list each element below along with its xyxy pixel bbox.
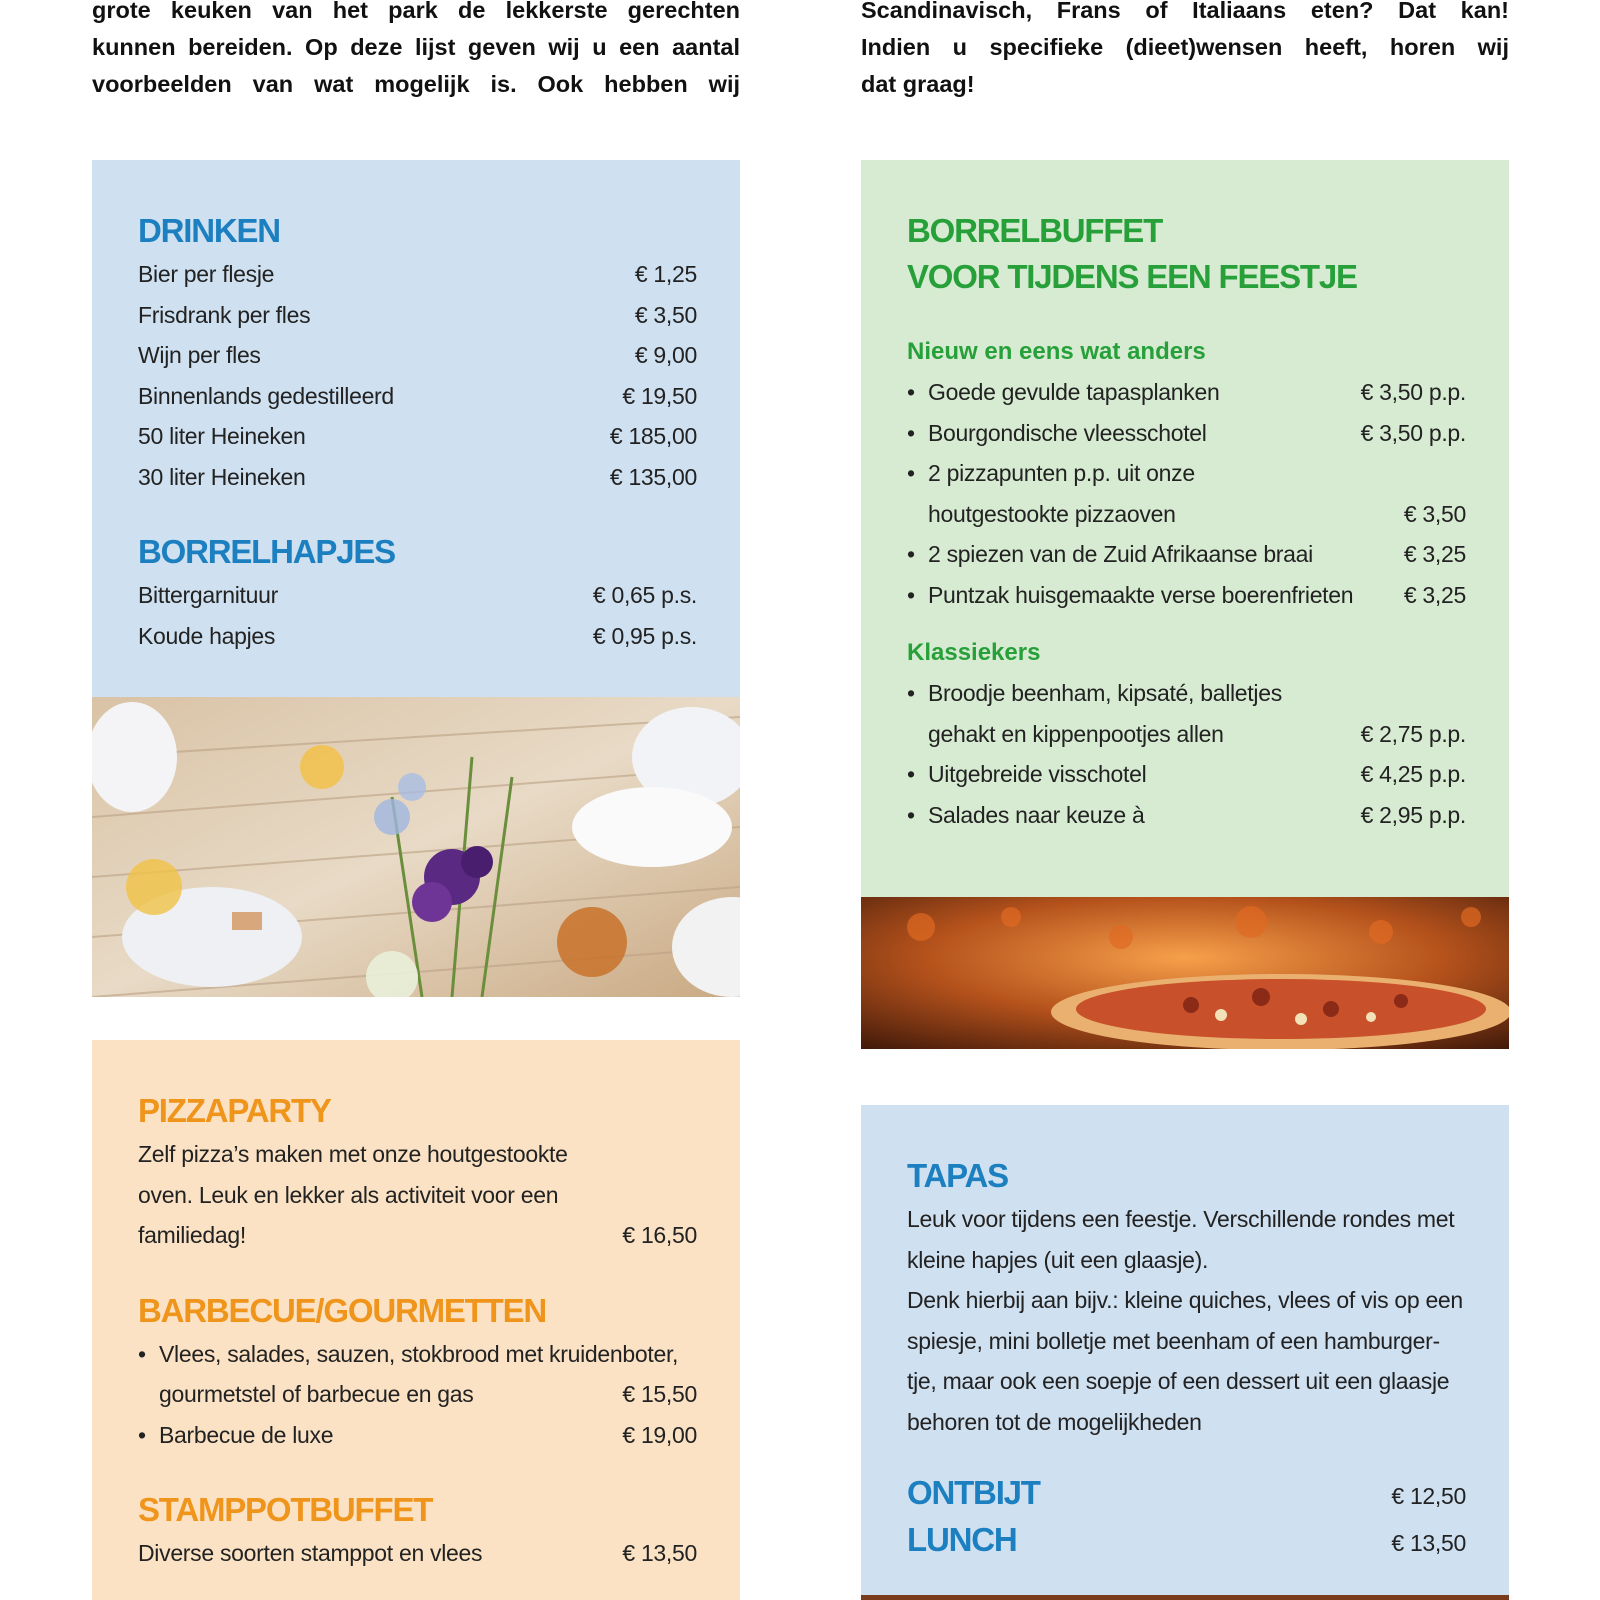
item-price: € 3,25: [1403, 581, 1466, 608]
klassiekers-item: • Uitgebreide visschotel € 4,25 p.p.: [907, 754, 1466, 795]
borrelbuffet-title: BORRELBUFFET: [907, 212, 1163, 249]
klassiekers-title: Klassiekers: [907, 639, 1041, 666]
item-price: € 2,75 p.p.: [1360, 720, 1466, 747]
item-price: € 15,50: [622, 1381, 697, 1407]
item-price: € 2,95 p.p.: [1360, 801, 1466, 828]
ontbijt-row: [907, 1470, 1491, 1517]
pizzaparty-text: Zelf pizza’s maken met onze houtgestookte: [138, 1141, 568, 1167]
lunch-title: LUNCH: [907, 1520, 1017, 1558]
drinken-item: [138, 295, 697, 336]
item-name: 2 spiezen van de Zuid Afrikaanse braai: [928, 541, 1313, 567]
item-name: Broodje beenham, kipsaté, balletjes: [928, 680, 1282, 706]
item-price: € 0,65 p.s.: [592, 582, 697, 608]
borrelhapjes-title: BORRELHAPJES: [138, 533, 395, 570]
intro-right-line: dat graag!: [861, 71, 975, 97]
item-name: Bier per flesje: [138, 261, 275, 287]
drinken-item: [138, 457, 697, 498]
tapas-text: spiesje, mini bolletje met beenham of een hamburger-: [907, 1327, 1440, 1354]
intro-left-line: voorbeelden van wat mogelijk is. Ook hebben wij: [92, 71, 740, 97]
nieuw-title: Nieuw en eens wat anders: [907, 338, 1206, 365]
table-drinks-photo: [92, 697, 740, 997]
item-price: € 3,50 p.p.: [1360, 379, 1466, 405]
intro-right-line: Scandinavisch, Frans of Italiaans eten? Dat kan!: [861, 0, 1509, 23]
drinken-panel: [92, 160, 740, 697]
borrelhapjes-item: [138, 575, 697, 616]
drinken-item: [138, 376, 697, 417]
ontbijt-title: ONTBIJT: [907, 1474, 1040, 1511]
item-name-cont: gourmetstel of barbecue en gas: [159, 1381, 474, 1407]
item-name: Diverse soorten stamppot en vlees: [138, 1540, 483, 1566]
item-name-cont: gehakt en kippenpootjes allen: [928, 720, 1224, 747]
drinken-item: [138, 254, 697, 295]
item-name: Vlees, salades, sauzen, stokbrood met kruidenboter,: [159, 1340, 679, 1367]
item-price: € 0,95 p.s.: [592, 622, 697, 649]
nieuw-item: • Goede gevulde tapasplanken € 3,50 p.p.: [907, 372, 1466, 413]
item-price: € 3,50: [634, 301, 697, 328]
item-price: € 1,25: [634, 261, 697, 287]
pizzaparty-text: oven. Leuk en lekker als activiteit voor een: [138, 1181, 559, 1208]
table-drinks-image: [92, 697, 740, 997]
tapas-panel: [861, 1105, 1509, 1600]
tapas-text: kleine hapjes (uit een glaasje).: [907, 1246, 1209, 1273]
borrelbuffet-panel: [861, 160, 1509, 897]
pizza-oven-photo: [861, 897, 1509, 1049]
bottom-photo-strip: [861, 1595, 1509, 1600]
item-name: Frisdrank per fles: [138, 301, 311, 328]
item-name: 2 pizzapunten p.p. uit onze: [928, 460, 1195, 486]
item-name: Bittergarnituur: [138, 582, 278, 608]
pizzaparty-price: € 16,50: [622, 1222, 697, 1248]
borrelbuffet-subtitle: VOOR TIJDENS EEN FEESTJE: [907, 258, 1357, 295]
item-name: Goede gevulde tapasplanken: [928, 379, 1220, 405]
item-price: € 3,50 p.p.: [1360, 419, 1466, 446]
ontbijt-price: € 12,50: [1391, 1483, 1466, 1509]
klassiekers-item: • Salades naar keuze à € 2,95 p.p.: [907, 795, 1466, 836]
item-name: Koude hapjes: [138, 622, 276, 649]
item-price: € 3,25: [1403, 541, 1466, 567]
nieuw-item: • 2 spiezen van de Zuid Afrikaanse braai € 3,25: [907, 534, 1466, 575]
item-name: 30 liter Heineken: [138, 463, 306, 490]
pizzaparty-text: familiedag!: [138, 1222, 246, 1248]
intro-left-line: kunnen bereiden. Op deze lijst geven wij u een aantal: [92, 34, 740, 60]
item-name: Bourgondische vleesschotel: [928, 419, 1207, 446]
nieuw-item: • Bourgondische vleesschotel € 3,50 p.p.: [907, 413, 1466, 454]
borrelhapjes-item: [138, 616, 697, 657]
tapas-text: Denk hierbij aan bijv.: kleine quiches, vlees of vis op een: [907, 1287, 1463, 1313]
pizzaparty-panel: [92, 1040, 740, 1600]
tapas-text: Leuk voor tijdens een feestje. Verschillende rondes met: [907, 1206, 1455, 1232]
klassiekers-item: • Broodje beenham, kipsaté, balletjes gehakt en kippenpootjes allen € 2,75 p.p.: [907, 673, 1466, 754]
item-price: € 185,00: [609, 423, 697, 449]
tapas-text: behoren tot de mogelijkheden: [907, 1408, 1202, 1435]
item-price: € 19,50: [622, 382, 697, 409]
intro-right: [861, 0, 1509, 103]
item-name: Barbecue de luxe: [159, 1421, 334, 1448]
stamppot-title: STAMPPOTBUFFET: [138, 1491, 433, 1528]
item-price: € 13,50: [622, 1540, 697, 1566]
item-name: Binnenlands gedestilleerd: [138, 382, 394, 409]
item-price: € 3,50: [1403, 500, 1466, 527]
item-price: € 4,25 p.p.: [1360, 761, 1466, 787]
pizzaparty-title: PIZZAPARTY: [138, 1092, 331, 1129]
intro-left-line: grote keuken van het park de lekkerste gerechten: [92, 0, 740, 23]
nieuw-item: • Puntzak huisgemaakte verse boerenfrieten € 3,25: [907, 575, 1466, 616]
item-price: € 135,00: [609, 463, 697, 490]
barbecue-title: BARBECUE/GOURMETTEN: [138, 1291, 547, 1329]
item-name: Salades naar keuze à: [928, 801, 1145, 828]
drinken-item: [138, 416, 697, 457]
drinken-item: [138, 335, 697, 376]
drinken-title: DRINKEN: [138, 212, 280, 249]
barbecue-item: • Vlees, salades, sauzen, stokbrood met kruidenboter, gourmetstel of barbecue en gas € 15,50: [138, 1334, 697, 1415]
item-price: € 9,00: [634, 342, 697, 368]
barbecue-item: • Barbecue de luxe € 19,00: [138, 1415, 697, 1456]
item-name: Puntzak huisgemaakte verse boerenfrieten: [928, 581, 1354, 608]
intro-right-line: Indien u specifieke (dieet)wensen heeft, horen wij: [861, 34, 1509, 60]
lunch-row: [907, 1517, 1491, 1564]
item-name: Uitgebreide visschotel: [928, 761, 1147, 787]
pizza-oven-image: [861, 897, 1509, 1049]
lunch-price: € 13,50: [1391, 1529, 1466, 1556]
stamppot-item: [138, 1533, 697, 1574]
item-name-cont: houtgestookte pizzaoven: [928, 500, 1176, 527]
intro-left: [92, 0, 740, 103]
nieuw-item: • 2 pizzapunten p.p. uit onze houtgestookte pizzaoven € 3,50: [907, 453, 1466, 534]
item-name: Wijn per fles: [138, 342, 261, 368]
item-name: 50 liter Heineken: [138, 423, 306, 449]
tapas-text: tje, maar ook een soepje of een dessert uit een glaasje: [907, 1368, 1450, 1394]
item-price: € 19,00: [622, 1421, 697, 1448]
pizzaparty-price-row: [138, 1215, 697, 1256]
tapas-title: TAPAS: [907, 1157, 1008, 1194]
drinken-list: [138, 254, 697, 497]
